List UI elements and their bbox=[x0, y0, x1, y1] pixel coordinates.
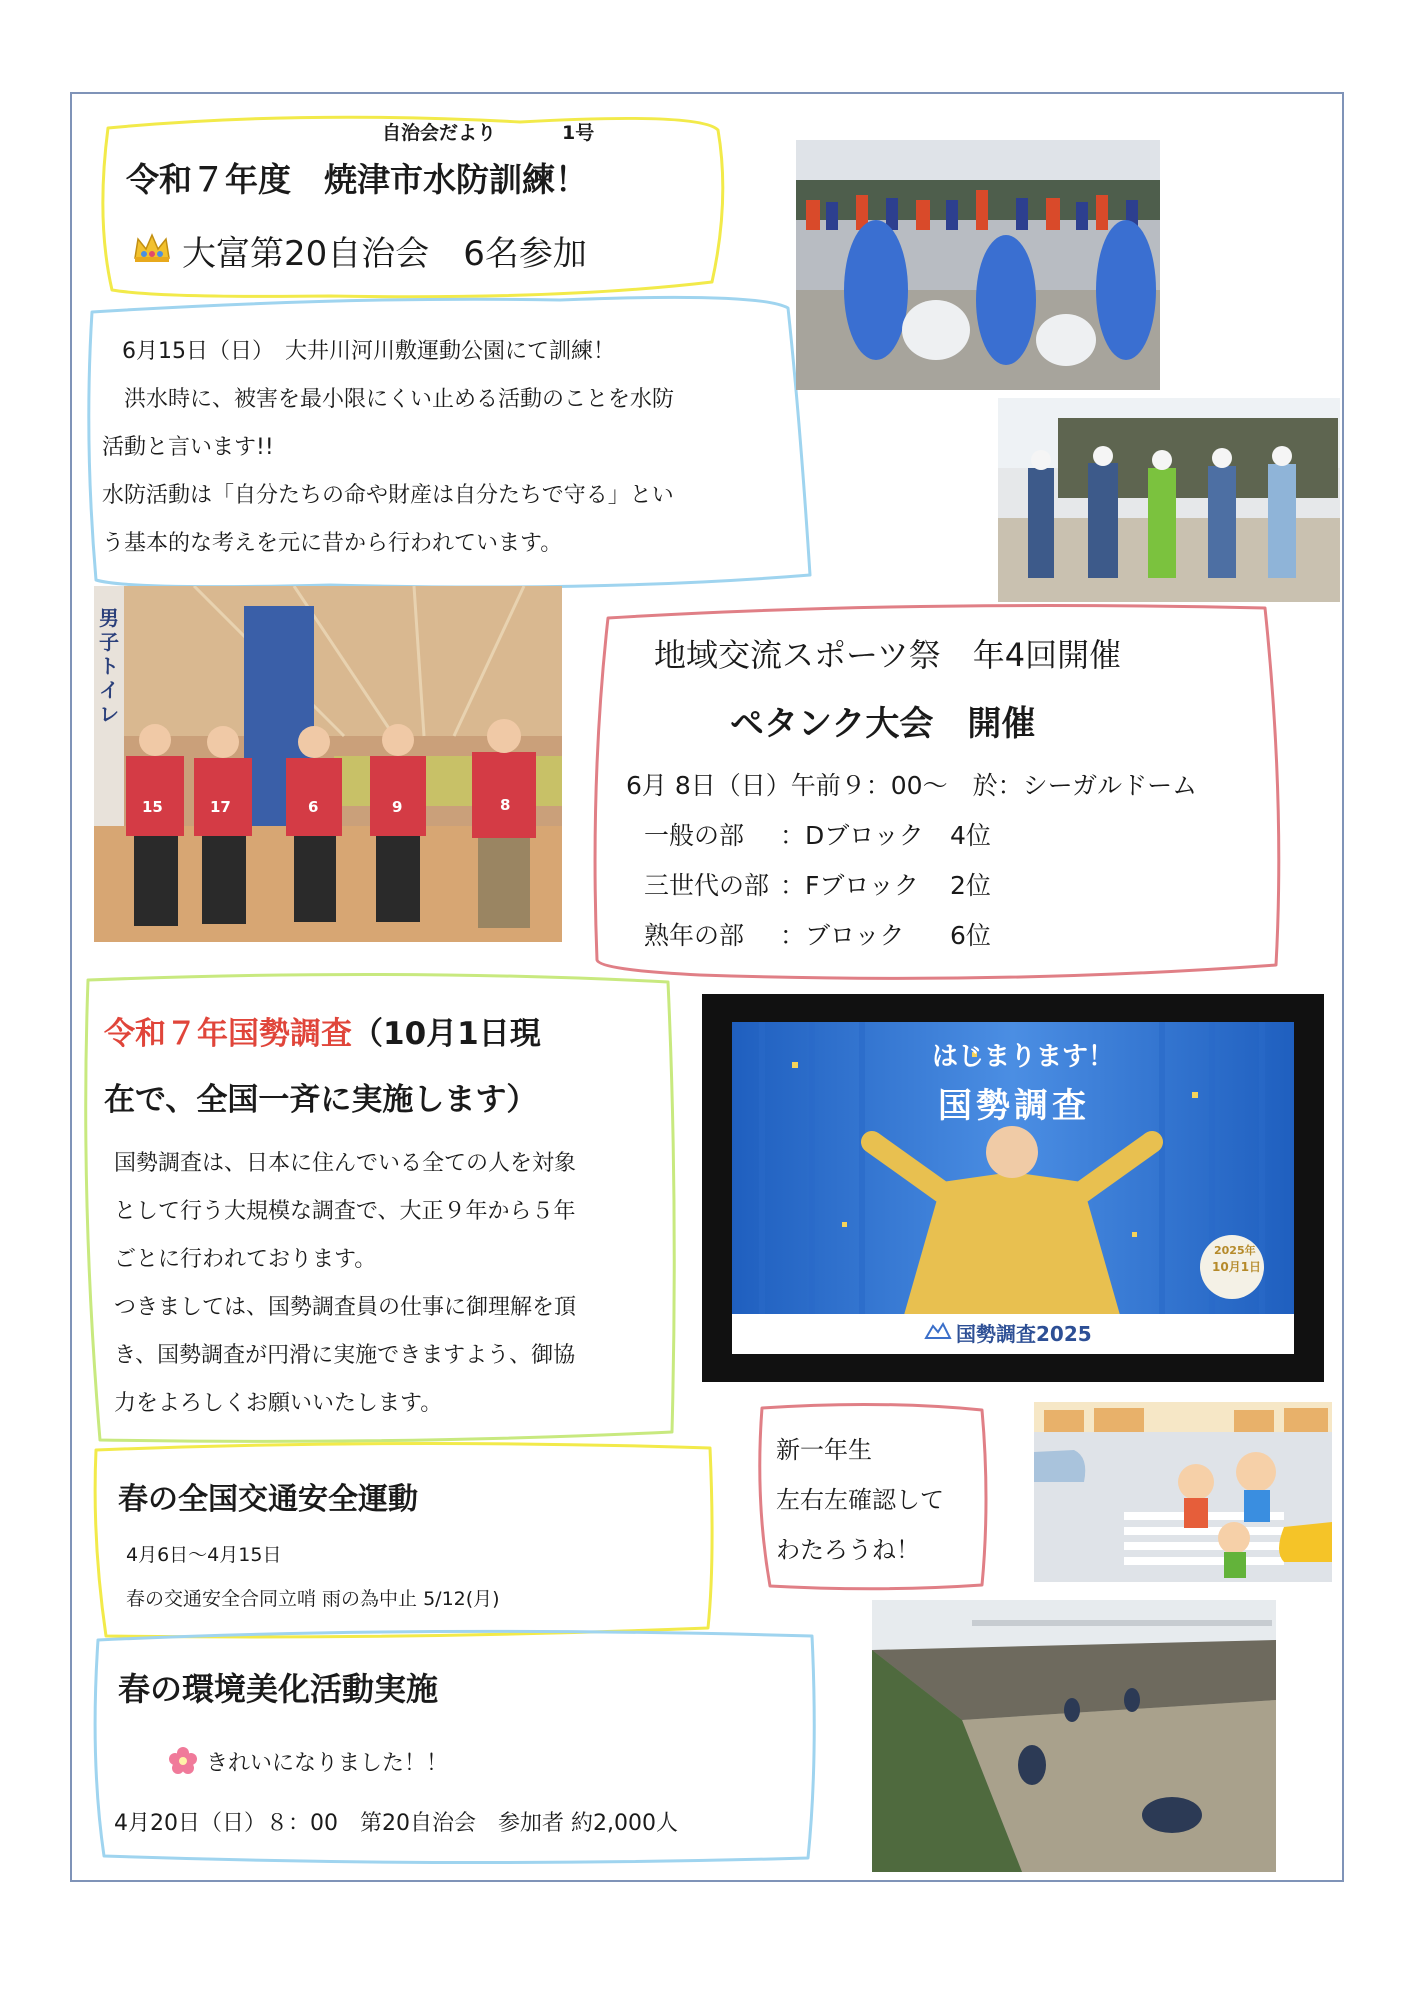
census-poster bbox=[702, 994, 1324, 1382]
flower-icon bbox=[168, 1746, 198, 1776]
census-line-2: として行う大規模な調査で、大正９年から５年 bbox=[114, 1199, 576, 1224]
poster-date-day: 10月1日 bbox=[1212, 1260, 1262, 1274]
drill-title: 令和７年度 焼津市水防訓練！ bbox=[126, 160, 588, 199]
poster-top-text: はじまります！ bbox=[932, 1042, 1115, 1072]
newsletter-name: 自治会だより bbox=[382, 122, 497, 144]
census-line-6: 力をよろしくお願いいたします。 bbox=[114, 1391, 443, 1416]
river-cleanup-photo bbox=[872, 1600, 1276, 1872]
result-rank: 2位 bbox=[950, 871, 991, 900]
flood-drill-photo bbox=[796, 140, 1160, 390]
census-line-3: ごとに行われております。 bbox=[114, 1247, 377, 1272]
jersey-number: 15 bbox=[142, 798, 163, 816]
drill-line-4: 水防活動は「自分たちの命や財産は自分たちで守る」とい bbox=[102, 483, 674, 508]
census-line-4: つきましては、国勢調査員の仕事に御理解を頂 bbox=[114, 1295, 577, 1320]
traffic-title: 春の全国交通安全運動 bbox=[118, 1482, 418, 1517]
drill-group-photo bbox=[998, 398, 1340, 602]
traffic-note: 春の交通安全合同立哨 雨の為中止 5/12(月) bbox=[126, 1588, 500, 1610]
sports-title: ペタンク大会 開催 bbox=[730, 704, 1036, 744]
result-division: 一般の部 bbox=[644, 821, 745, 850]
jersey-number: 17 bbox=[210, 798, 231, 816]
poster-logo-text: 国勢調査2025 bbox=[956, 1322, 1092, 1346]
census-logo-icon bbox=[924, 1320, 952, 1340]
drill-line-1: 6月15日（日） 大井川河川敷運動公園にて訓練！ bbox=[122, 339, 615, 364]
cleanup-title: 春の環境美化活動実施 bbox=[118, 1670, 439, 1708]
result-rank: 4位 bbox=[950, 821, 991, 850]
census-title-black: （10月1日現 bbox=[352, 1016, 541, 1052]
kids-note-line: わたろうね！ bbox=[776, 1536, 920, 1564]
census-title-line-1 bbox=[104, 1008, 541, 1053]
crossing-illustration bbox=[1034, 1402, 1332, 1582]
census-line-5: き、国勢調査が円滑に実施できますよう、御協 bbox=[114, 1343, 576, 1368]
restroom-sign: 男子トイレ bbox=[99, 606, 119, 726]
cleanup-message: きれいになりました！！ bbox=[206, 1751, 449, 1776]
result-division: 熟年の部 bbox=[644, 921, 745, 950]
newsletter-issue: 1号 bbox=[562, 122, 595, 144]
cleanup-detail: 4月20日（日）８：00 第20自治会 参加者 約2,000人 bbox=[114, 1811, 678, 1836]
sports-heading: 地域交流スポーツ祭 年4回開催 bbox=[654, 636, 1122, 674]
census-title-red: 令和７年国勢調査 bbox=[104, 1016, 352, 1052]
poster-main-text: 国勢調査 bbox=[938, 1086, 1090, 1126]
drill-line-3: 活動と言います!! bbox=[102, 435, 274, 460]
sports-team-photo bbox=[94, 586, 562, 942]
result-rank: 6位 bbox=[950, 921, 991, 950]
crown-icon bbox=[132, 230, 172, 264]
result-division: 三世代の部 bbox=[644, 871, 770, 900]
drill-participants: 大富第20自治会 6名参加 bbox=[182, 234, 587, 274]
kids-note-line: 新一年生 bbox=[776, 1436, 872, 1464]
drill-line-2: 洪水時に、被害を最小限にくい止める活動のことを水防 bbox=[102, 387, 675, 412]
sports-date: 6月 8日（日）午前９：00～ 於：シーガルドーム bbox=[626, 771, 1198, 800]
kids-note-line: 左右左確認して bbox=[776, 1486, 944, 1514]
poster-date-year: 2025年 bbox=[1214, 1244, 1256, 1257]
drill-line-5: う基本的な考えを元に昔から行われています。 bbox=[102, 531, 563, 556]
jersey-number: 6 bbox=[308, 798, 319, 816]
result-block: ：ブロック bbox=[780, 921, 905, 950]
jersey-number: 9 bbox=[392, 798, 403, 816]
census-title-line-2: 在で、全国一斉に実施します） bbox=[104, 1082, 538, 1118]
result-block: ：Dブロック bbox=[780, 821, 924, 850]
traffic-period: 4月6日～4月15日 bbox=[126, 1544, 282, 1566]
result-block: ：Fブロック bbox=[780, 871, 919, 900]
census-line-1: 国勢調査は、日本に住んでいる全ての人を対象 bbox=[114, 1151, 577, 1176]
jersey-number: 8 bbox=[500, 796, 511, 814]
